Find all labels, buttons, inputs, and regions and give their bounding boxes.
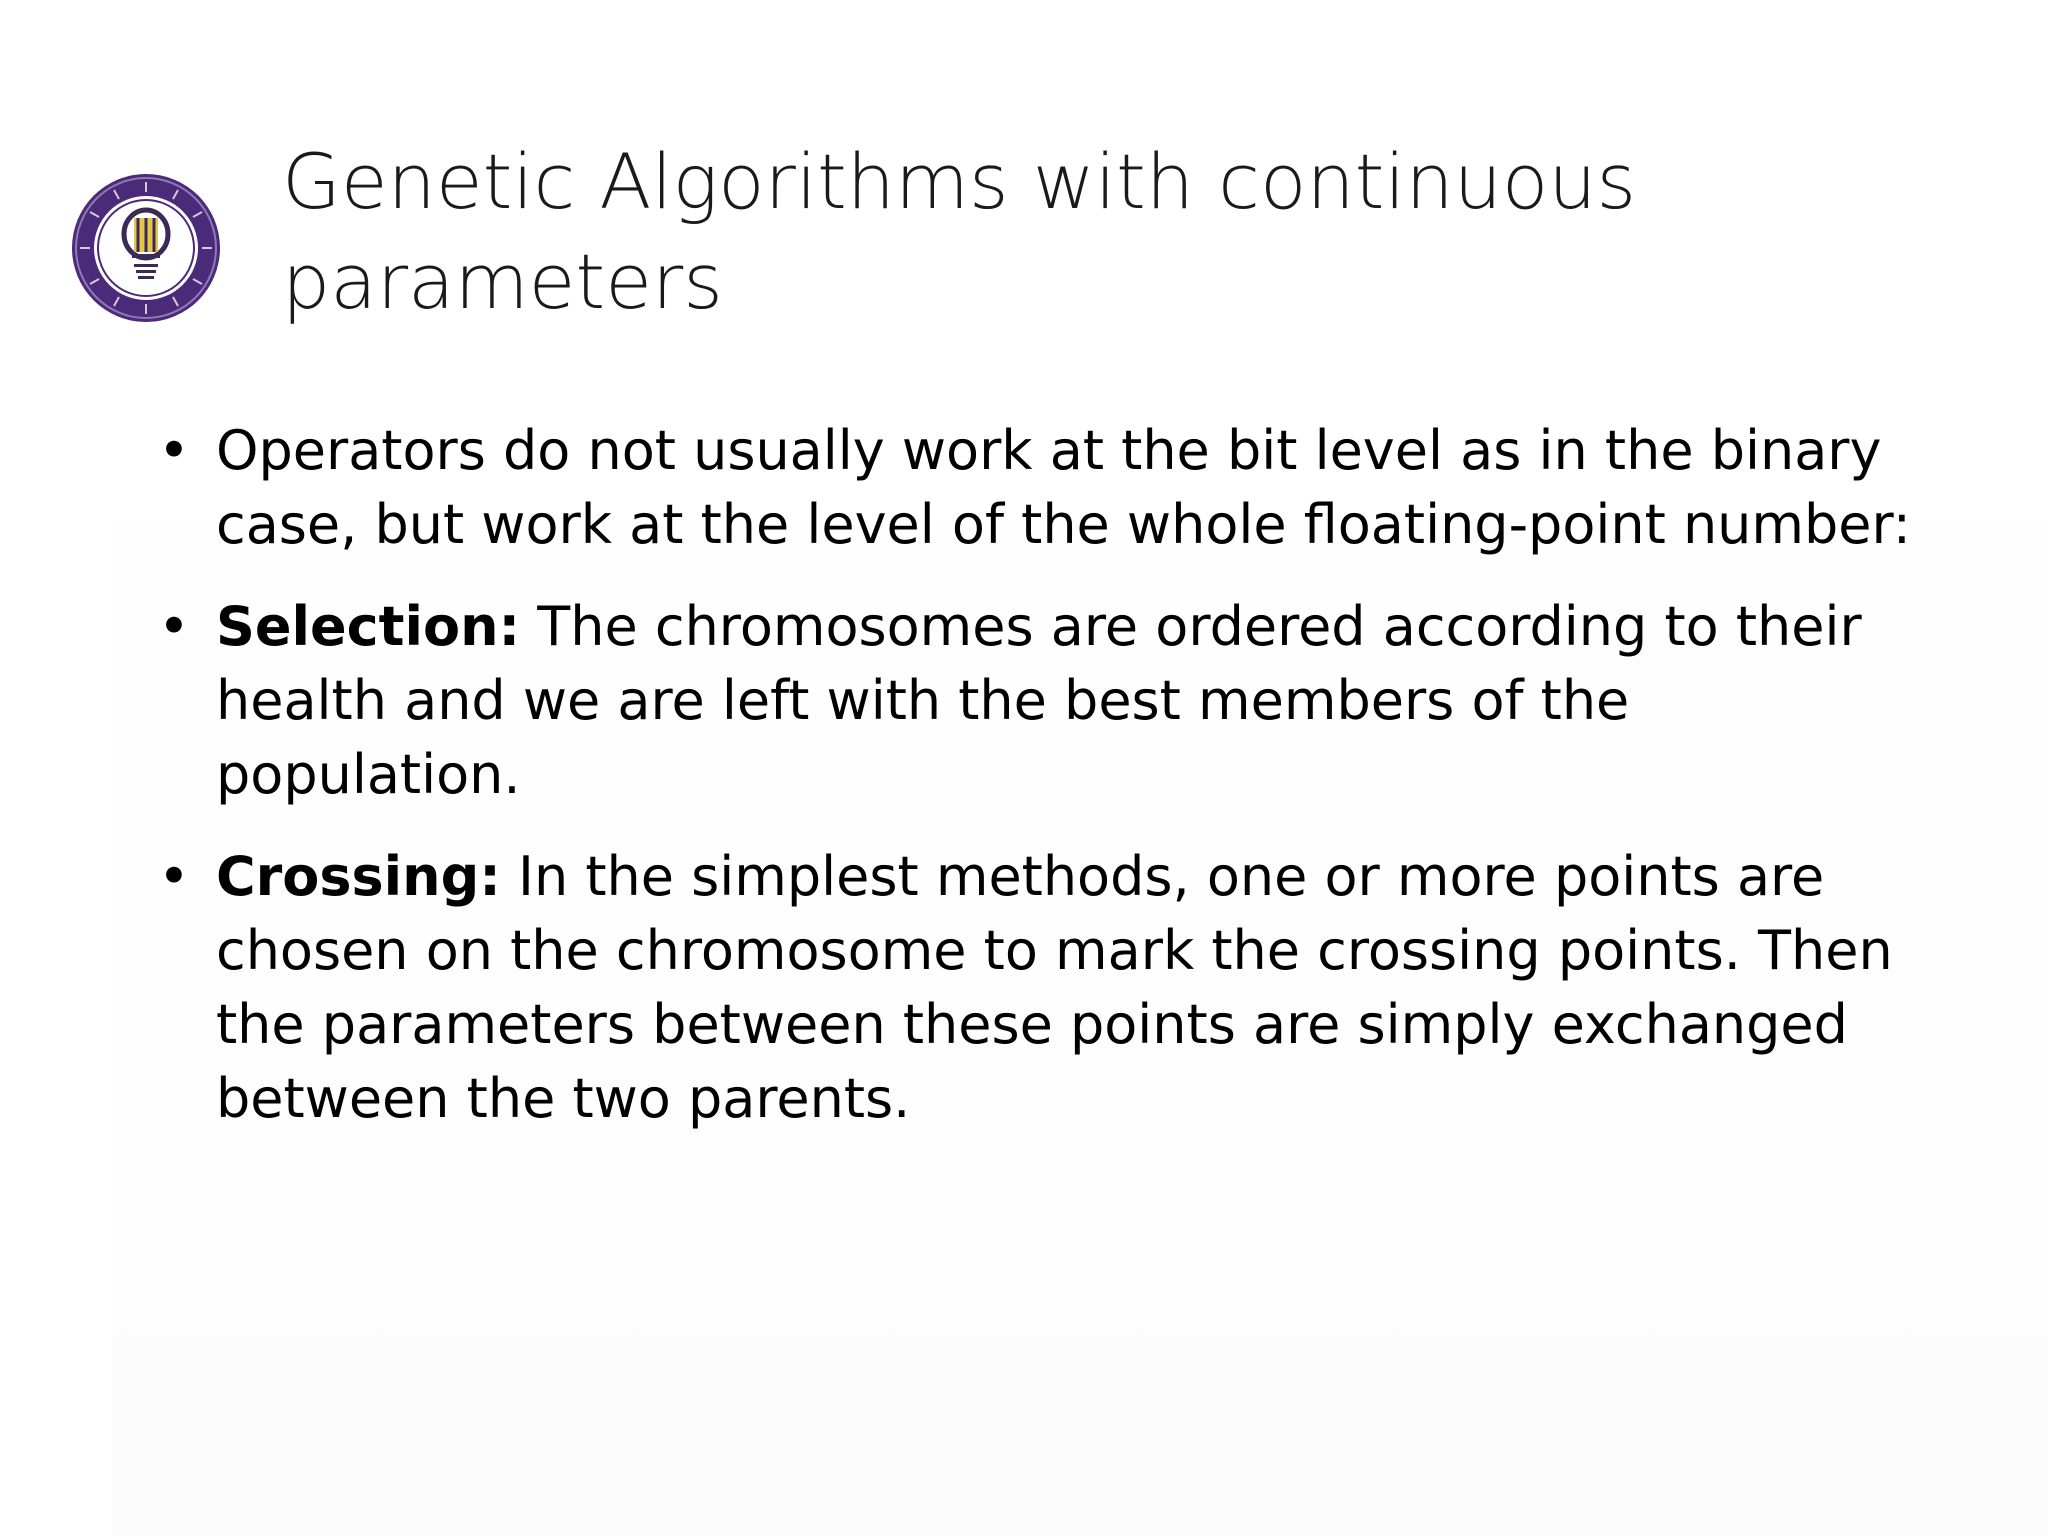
bullet-item-crossing <box>158 840 1938 1136</box>
bullet-list <box>158 414 1938 1164</box>
university-seal-icon <box>70 172 222 324</box>
seal-graphic <box>70 172 222 324</box>
bullet-term: Crossing: <box>216 845 501 908</box>
bullet-marker: • <box>158 419 190 482</box>
bullet-text: The chromosomes are ordered according to their health and we are left with the best members of the population. <box>216 595 1862 806</box>
bullet-item-operators <box>158 414 1938 562</box>
slide-title: Genetic Algorithms with continuous parameters <box>282 137 1637 326</box>
bullet-marker: • <box>158 845 190 908</box>
bullet-term: Selection: <box>216 595 521 658</box>
bullet-text: In the simplest methods, one or more points are chosen on the chromosome to mark the crossing points. Then the parameters between these points are simply exchanged between the two parents. <box>216 845 1893 1130</box>
bullet-marker: • <box>158 595 190 658</box>
bullet-item-selection <box>158 590 1938 812</box>
bullet-text: Operators do not usually work at the bit level as in the binary case, but work at the level of the whole floating-point number: <box>216 419 1911 556</box>
